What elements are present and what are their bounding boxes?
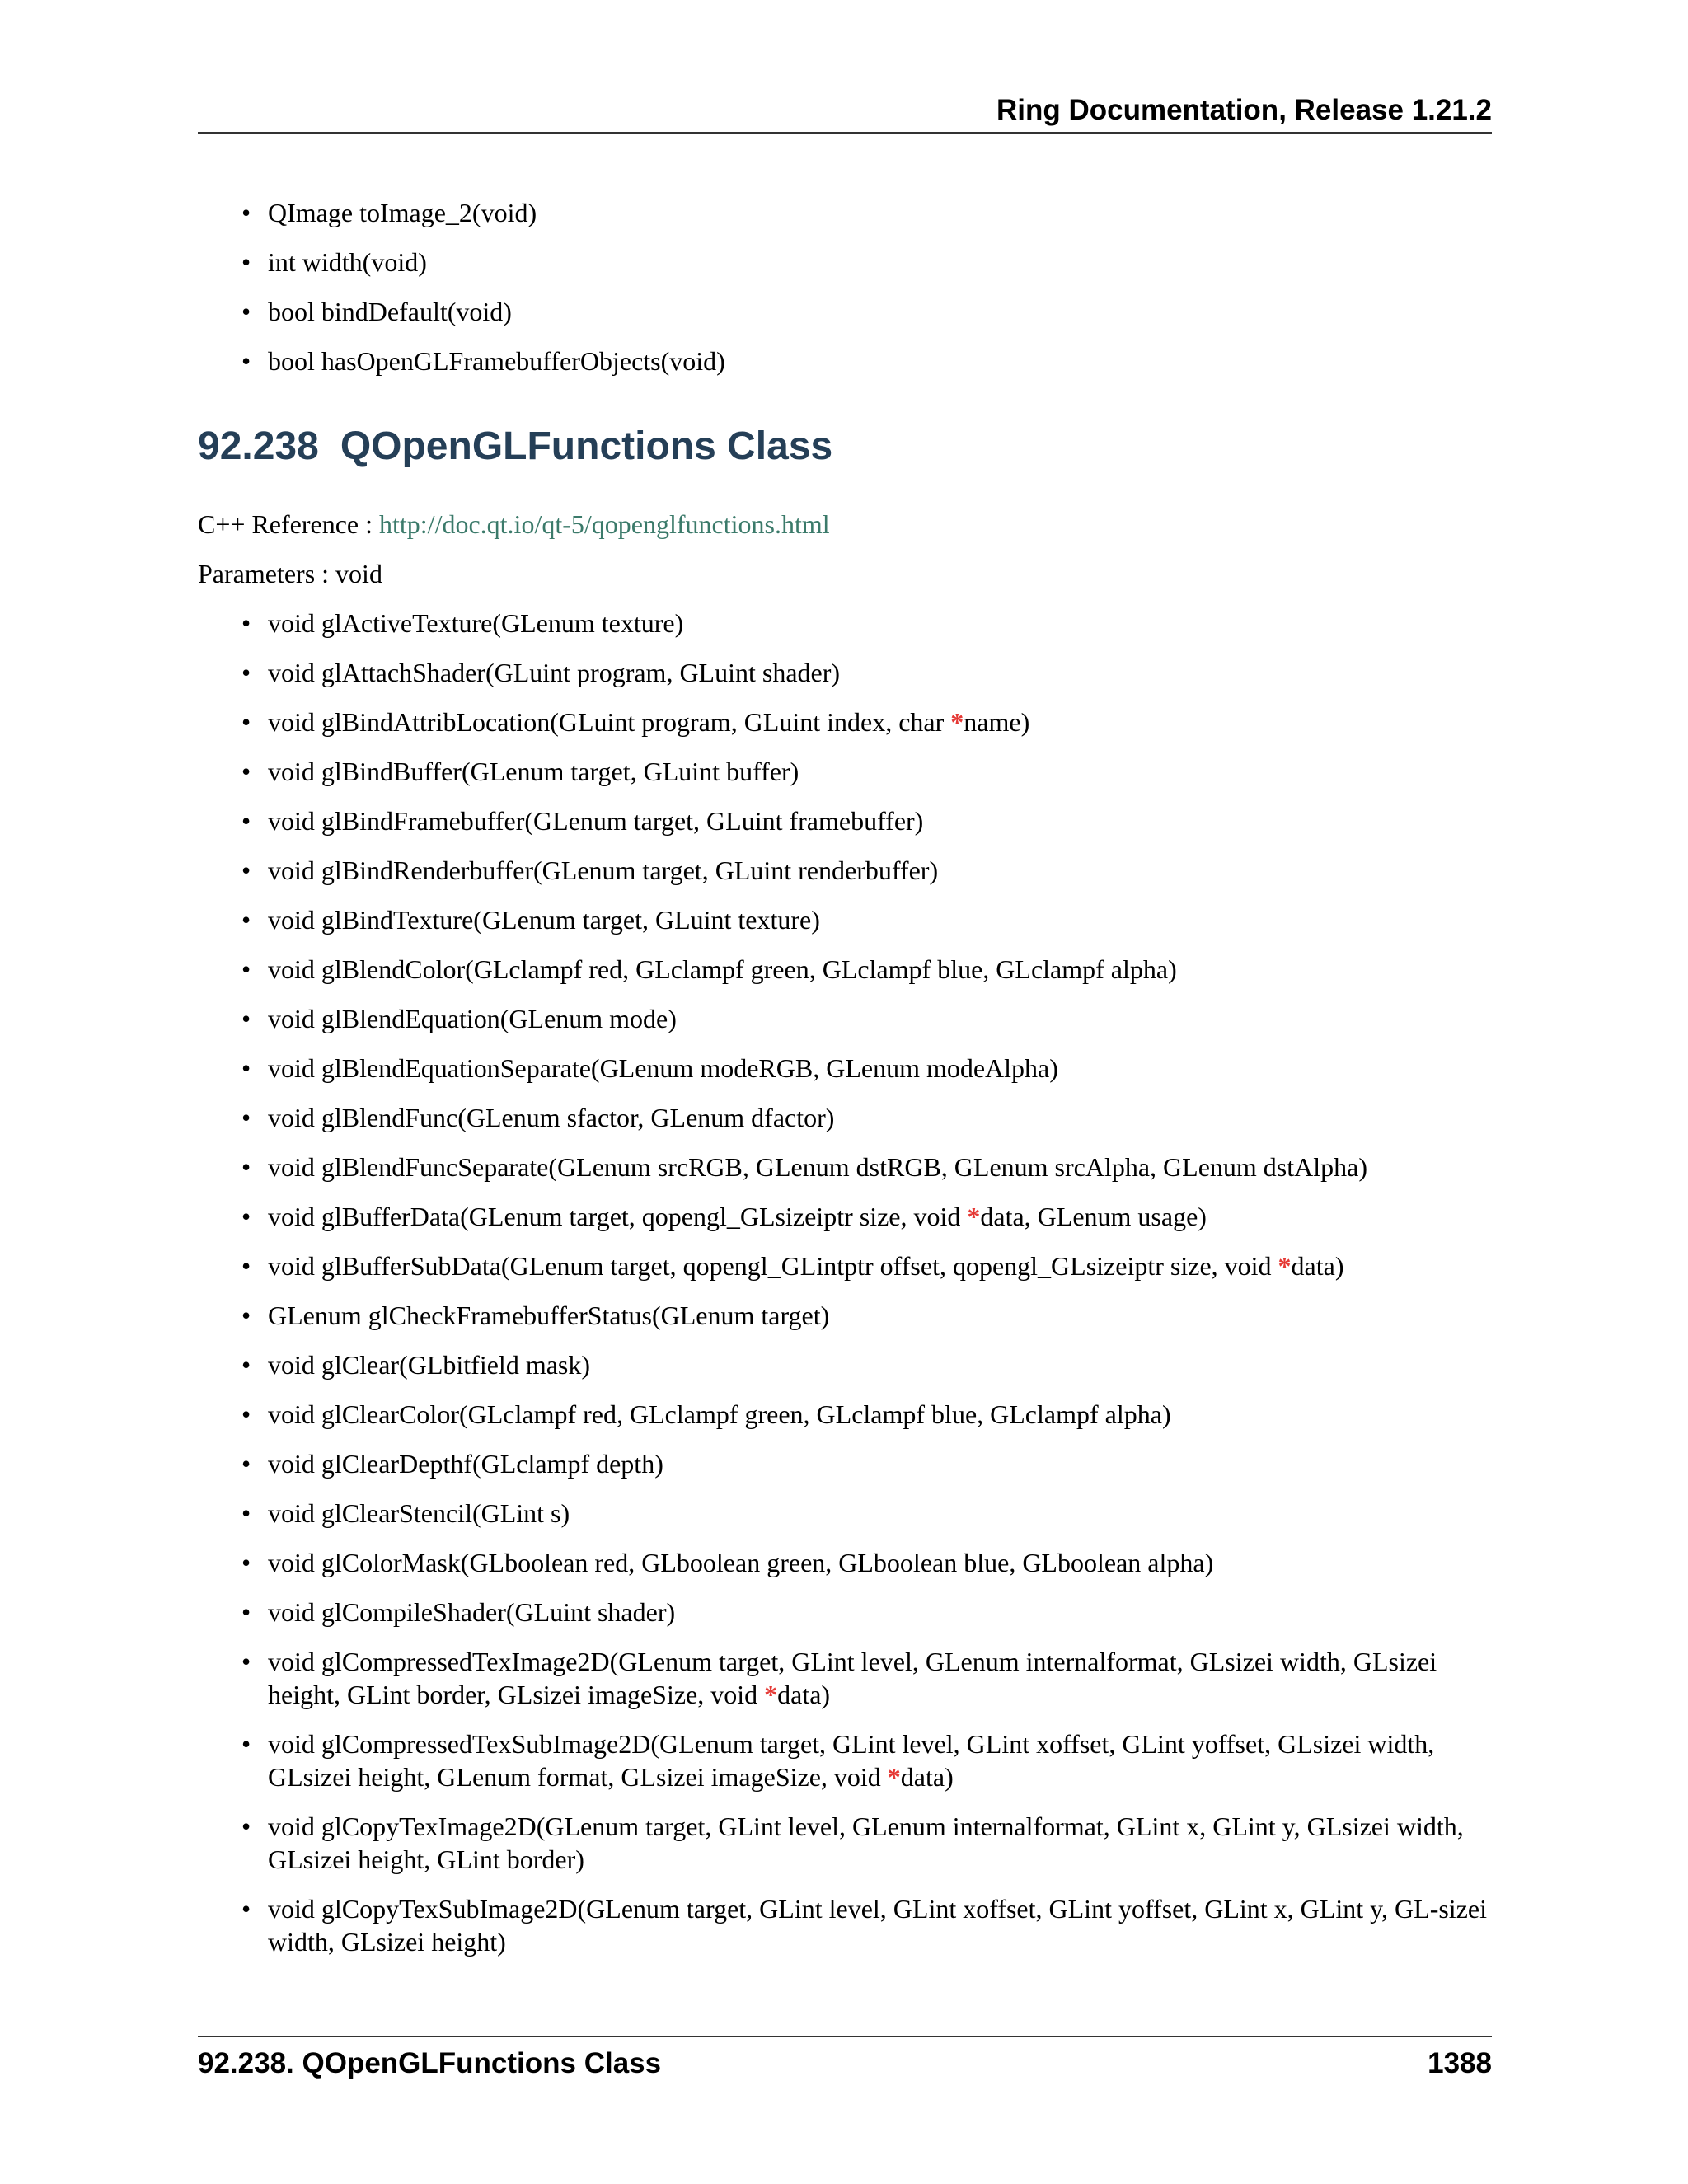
methods-list (198, 607, 1492, 1958)
list-item (198, 804, 1492, 837)
signature-text: void glCompressedTexImage2D(GLenum target, GLint level, GLenum internalformat, GLsizei width, GLsizei height, GLint border, GLsizei imageSize, void (268, 1647, 1437, 1709)
signature-text: void glBlendFuncSeparate(GLenum srcRGB, GLenum dstRGB, GLenum srcAlpha, GLenum dstAlpha) (268, 1152, 1367, 1182)
bullet-icon: • (241, 1301, 251, 1330)
signature-text: void glBlendEquationSeparate(GLenum modeRGB, GLenum modeAlpha) (268, 1053, 1058, 1083)
previous-methods-list (198, 196, 1492, 377)
list-item (198, 246, 1492, 279)
method-signature (268, 1597, 675, 1627)
list-item (198, 1727, 1492, 1793)
bullet-icon: • (241, 1498, 251, 1528)
bullet-icon: • (241, 346, 251, 376)
list-item (198, 1002, 1492, 1035)
pointer-star: * (887, 1762, 901, 1792)
list-item (198, 1645, 1492, 1711)
list-item (198, 755, 1492, 788)
list-item (198, 1892, 1492, 1958)
bullet-icon: • (241, 1647, 251, 1676)
page-number: 1388 (1428, 2047, 1492, 2079)
bullet-icon: • (241, 707, 251, 737)
signature-text: void glCopyTexImage2D(GLenum target, GLint level, GLenum internalformat, GLint x, GLint y, GLsizei width, GLsizei height, GLint border) (268, 1811, 1464, 1874)
signature-text: void glClearStencil(GLint s) (268, 1498, 570, 1528)
signature-text: void glCompressedTexSubImage2D(GLenum target, GLint level, GLint xoffset, GLint yoffset, GLsizei width, GLsizei height, GLenum format, GLsizei imageSize, void (268, 1729, 1435, 1792)
method-signature (268, 1202, 1207, 1231)
bullet-icon: • (241, 1053, 251, 1083)
method-signature (268, 1811, 1464, 1874)
method-signature (268, 954, 1177, 984)
signature-text: void glClear(GLbitfield mask) (268, 1350, 591, 1380)
section-title: QOpenGLFunctions Class (340, 424, 833, 468)
section-number: 92.238 (198, 424, 319, 468)
method-signature: QImage toImage_2(void) (268, 198, 537, 227)
signature-text: data) (900, 1762, 954, 1792)
parameters-label: Parameters : (198, 559, 330, 588)
list-item (198, 1810, 1492, 1876)
method-signature (268, 1103, 834, 1132)
list-item (198, 344, 1492, 377)
signature-text: void glCompileShader(GLuint shader) (268, 1597, 676, 1627)
signature-text: void glClearDepthf(GLclampf depth) (268, 1449, 663, 1479)
method-signature (268, 658, 840, 687)
list-item (198, 656, 1492, 689)
parameters-line (198, 557, 1492, 590)
list-item (198, 705, 1492, 738)
pointer-star: * (764, 1680, 778, 1709)
method-signature (268, 1301, 829, 1330)
method-signature (268, 1647, 1437, 1709)
signature-text: void glBlendColor(GLclampf red, GLclampf green, GLclampf blue, GLclampf alpha) (268, 954, 1177, 984)
method-signature (268, 1053, 1058, 1083)
method-signature: int width(void) (268, 247, 427, 277)
signature-text: data) (1291, 1251, 1344, 1281)
signature-text: void glBindTexture(GLenum target, GLuint texture) (268, 905, 820, 935)
bullet-icon: • (241, 806, 251, 836)
list-item (198, 607, 1492, 640)
signature-text: void glBindFramebuffer(GLenum target, GLuint framebuffer) (268, 806, 924, 836)
list-item (198, 854, 1492, 887)
method-signature (268, 905, 820, 935)
page-footer (198, 2036, 1492, 2087)
signature-text: data, GLenum usage) (980, 1202, 1207, 1231)
signature-text: void glColorMask(GLboolean red, GLboolean green, GLboolean blue, GLboolean alpha) (268, 1548, 1214, 1577)
list-item (198, 1596, 1492, 1629)
method-signature (268, 1152, 1367, 1182)
document-title: Ring Documentation, Release 1.21.2 (996, 94, 1492, 126)
bullet-icon: • (241, 1202, 251, 1231)
list-item (198, 1546, 1492, 1579)
bullet-icon: • (241, 1399, 251, 1429)
list-item (198, 1348, 1492, 1381)
bullet-icon: • (241, 757, 251, 786)
reference-line (198, 508, 1492, 541)
list-item (198, 1249, 1492, 1282)
section-heading (198, 422, 1492, 471)
method-signature (268, 855, 938, 885)
pointer-star: * (967, 1202, 981, 1231)
method-signature (268, 608, 683, 638)
signature-text: void glBufferSubData(GLenum target, qopengl_GLintptr offset, qopengl_GLsizeiptr size, void (268, 1251, 1278, 1281)
method-signature (268, 806, 923, 836)
bullet-icon: • (241, 658, 251, 687)
method-signature (268, 1729, 1434, 1792)
list-item (198, 1200, 1492, 1233)
method-signature: bool hasOpenGLFramebufferObjects(void) (268, 346, 725, 376)
page-content (198, 196, 1492, 1975)
signature-text: void glClearColor(GLclampf red, GLclampf green, GLclampf blue, GLclampf alpha) (268, 1399, 1171, 1429)
signature-text: void glBlendEquation(GLenum mode) (268, 1004, 677, 1033)
method-signature (268, 1498, 570, 1528)
signature-text: name) (964, 707, 1030, 737)
signature-text: void glBlendFunc(GLenum sfactor, GLenum dfactor) (268, 1103, 835, 1132)
bullet-icon: • (241, 1597, 251, 1627)
list-item (198, 295, 1492, 328)
method-signature (268, 1399, 1171, 1429)
method-signature (268, 1449, 663, 1479)
list-item (198, 1398, 1492, 1431)
bullet-icon: • (241, 1152, 251, 1182)
bullet-icon: • (241, 1548, 251, 1577)
bullet-icon: • (241, 1251, 251, 1281)
signature-text: data) (777, 1680, 831, 1709)
list-item (198, 1101, 1492, 1134)
signature-text: void glCopyTexSubImage2D(GLenum target, GLint level, GLint xoffset, GLint yoffset, GLint x, GLint y, GL-sizei width, GLsizei height) (268, 1894, 1487, 1957)
method-signature (268, 1251, 1343, 1281)
method-signature (268, 707, 1029, 737)
method-signature (268, 757, 799, 786)
method-signature (268, 1894, 1487, 1957)
bullet-icon: • (241, 1811, 251, 1841)
footer-section-title: 92.238. QOpenGLFunctions Class (198, 2047, 662, 2079)
page-header (198, 92, 1492, 134)
list-item (198, 1497, 1492, 1530)
list-item (198, 196, 1492, 229)
bullet-icon: • (241, 608, 251, 638)
signature-text: GLenum glCheckFramebufferStatus(GLenum target) (268, 1301, 830, 1330)
list-item (198, 1299, 1492, 1332)
list-item (198, 1447, 1492, 1480)
signature-text: void glBufferData(GLenum target, qopengl_GLsizeiptr size, void (268, 1202, 968, 1231)
bullet-icon: • (241, 1103, 251, 1132)
list-item (198, 1151, 1492, 1183)
reference-label: C++ Reference : (198, 509, 373, 539)
list-item (198, 903, 1492, 936)
bullet-icon: • (241, 198, 251, 227)
pointer-star: * (1278, 1251, 1292, 1281)
bullet-icon: • (241, 1729, 251, 1759)
method-signature (268, 1548, 1213, 1577)
bullet-icon: • (241, 954, 251, 984)
method-signature: bool bindDefault(void) (268, 297, 512, 326)
bullet-icon: • (241, 1350, 251, 1380)
signature-text: void glAttachShader(GLuint program, GLuint shader) (268, 658, 841, 687)
signature-text: void glActiveTexture(GLenum texture) (268, 608, 684, 638)
bullet-icon: • (241, 1894, 251, 1924)
bullet-icon: • (241, 905, 251, 935)
bullet-icon: • (241, 1004, 251, 1033)
method-signature (268, 1350, 590, 1380)
bullet-icon: • (241, 1449, 251, 1479)
reference-link[interactable]: http://doc.qt.io/qt-5/qopenglfunctions.html (379, 509, 830, 539)
signature-text: void glBindAttribLocation(GLuint program, GLuint index, char (268, 707, 951, 737)
list-item (198, 1052, 1492, 1085)
bullet-icon: • (241, 855, 251, 885)
parameters-value: void (335, 559, 382, 588)
list-item (198, 953, 1492, 986)
method-signature (268, 1004, 677, 1033)
signature-text: void glBindRenderbuffer(GLenum target, GLuint renderbuffer) (268, 855, 939, 885)
bullet-icon: • (241, 297, 251, 326)
signature-text: void glBindBuffer(GLenum target, GLuint buffer) (268, 757, 799, 786)
bullet-icon: • (241, 247, 251, 277)
pointer-star: * (950, 707, 964, 737)
